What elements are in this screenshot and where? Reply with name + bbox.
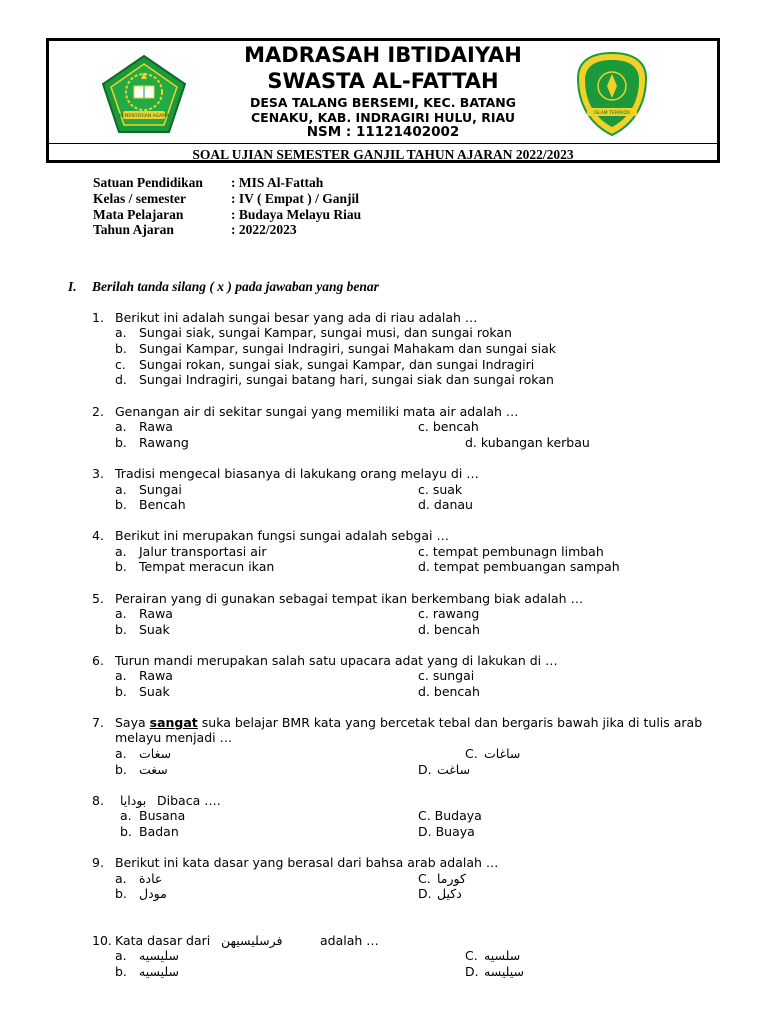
nsm-number: NSM : 11121402002 — [306, 124, 460, 140]
q3-option-d: d. danau — [418, 497, 473, 512]
info-key: Kelas / semester — [93, 191, 186, 206]
info-value: : Budaya Melayu Riau — [231, 207, 362, 222]
q9-option-a: عادة — [139, 871, 163, 886]
q8-number: 8. — [92, 793, 104, 808]
q7-option-a: سغات — [139, 746, 172, 761]
q7-highlight-word: sangat — [149, 715, 198, 730]
q7-option-b: سغت — [139, 762, 168, 777]
q9-option-d: دكيل — [437, 886, 462, 901]
q6-option-c: c. sungai — [418, 668, 475, 683]
q8-option-c: C. Budaya — [418, 808, 482, 823]
q10-b-label: b. — [115, 964, 127, 979]
q1-c-label: c. — [115, 357, 126, 372]
q10-c-label: C. — [465, 948, 478, 963]
q6-text: Turun mandi merupakan salah satu upacara adat yang di lakukan di … — [115, 653, 558, 668]
info-value: : IV ( Empat ) / Ganjil — [231, 191, 360, 206]
q8-arabic-word: بودايا — [120, 793, 147, 808]
section-heading — [68, 279, 379, 295]
q2-number: 2. — [92, 404, 104, 419]
q10-text-post: adalah … — [320, 933, 379, 948]
q1-option-a: Sungai siak, sungai Kampar, sungai musi, dan sungai rokan — [139, 325, 512, 340]
q10-option-d: سيليسه — [484, 964, 525, 979]
q8-option-b: Badan — [139, 824, 179, 839]
q4-a-label: a. — [115, 544, 127, 559]
q4-option-c: c. tempat pembunagn limbah — [418, 544, 604, 559]
header-divider — [49, 143, 717, 144]
q5-option-d: d. bencah — [418, 622, 480, 637]
q7-text-pre: Saya — [115, 715, 150, 730]
q9-text: Berikut ini kata dasar yang berasal dari bahsa arab adalah … — [115, 855, 499, 870]
q3-number: 3. — [92, 466, 104, 481]
q10-text-pre: Kata dasar dari — [115, 933, 211, 948]
q9-d-label: D. — [418, 886, 432, 901]
q7-a-label: a. — [115, 746, 127, 761]
q10-d-label: D. — [465, 964, 479, 979]
q4-option-d: d. tempat pembuangan sampah — [418, 559, 620, 574]
q9-c-label: C. — [418, 871, 431, 886]
q5-option-b: Suak — [139, 622, 170, 637]
section-number: I. — [68, 279, 77, 294]
q4-text: Berikut ini merupakan fungsi sungai adalah sebgai … — [115, 528, 449, 543]
q3-a-label: a. — [115, 482, 127, 497]
q10-option-a: سليسيه — [139, 948, 180, 963]
q9-option-b: مودل — [139, 886, 167, 901]
q5-option-c: c. rawang — [418, 606, 480, 621]
q9-number: 9. — [92, 855, 104, 870]
info-row-unit — [93, 175, 323, 191]
q9-option-c: كورما — [437, 871, 466, 886]
q4-option-a: Jalur transportasi air — [139, 544, 267, 559]
q10-number: 10. — [92, 933, 112, 948]
info-row-class — [93, 191, 359, 207]
q4-b-label: b. — [115, 559, 127, 574]
info-key: Tahun Ajaran — [93, 222, 174, 237]
info-row-year — [93, 222, 297, 238]
q10-option-c: سلسيه — [484, 948, 521, 963]
q3-b-label: b. — [115, 497, 127, 512]
q4-number: 4. — [92, 528, 104, 543]
q7-text-post: suka belajar BMR kata yang bercetak tebal dan bergaris bawah jika di tulis arab — [197, 715, 703, 730]
q8-option-a: Busana — [139, 808, 186, 823]
q5-text: Perairan yang di gunakan sebagai tempat ikan berkembang biak adalah … — [115, 591, 584, 606]
address-line1: DESA TALANG BERSEMI, KEC. BATANG — [250, 95, 516, 110]
q1-d-label: d. — [115, 372, 127, 387]
q10-option-b: سليسيه — [139, 964, 180, 979]
info-row-subject — [93, 207, 361, 223]
school-name-line1: MADRASAH IBTIDAIYAH — [244, 43, 522, 67]
q7-option-d: ساغت — [437, 762, 471, 777]
q6-number: 6. — [92, 653, 104, 668]
q10-a-label: a. — [115, 948, 127, 963]
q8-text: Dibaca …. — [157, 793, 221, 808]
q7-b-label: b. — [115, 762, 127, 777]
q3-option-b: Bencah — [139, 497, 186, 512]
q3-text: Tradisi mengecal biasanya di lakukang orang melayu di … — [115, 466, 479, 481]
info-key: Satuan Pendidikan — [93, 175, 203, 190]
q9-a-label: a. — [115, 871, 127, 886]
q1-b-label: b. — [115, 341, 127, 356]
q9-b-label: b. — [115, 886, 127, 901]
q1-a-label: a. — [115, 325, 127, 340]
ministry-logo-text: KEMENTERIAN AGAMA — [118, 114, 170, 119]
q7-text-line2: melayu menjadi … — [115, 730, 233, 745]
q7-text — [115, 715, 702, 730]
q6-option-b: Suak — [139, 684, 170, 699]
q7-c-label: C. — [465, 746, 478, 761]
q6-b-label: b. — [115, 684, 127, 699]
q10-arabic-word: فرسليسيهن — [221, 933, 283, 948]
q2-option-a: Rawa — [139, 419, 173, 434]
q1-number: 1. — [92, 310, 104, 325]
q6-option-a: Rawa — [139, 668, 173, 683]
q2-option-d: d. kubangan kerbau — [465, 435, 590, 450]
q2-option-b: Rawang — [139, 435, 189, 450]
q1-text: Berikut ini adalah sungai besar yang ada di riau adalah … — [115, 310, 478, 325]
q2-option-c: c. bencah — [418, 419, 479, 434]
q7-option-c: ساغات — [484, 746, 521, 761]
section-title: Berilah tanda silang ( x ) pada jawaban yang benar — [92, 279, 379, 294]
q5-option-a: Rawa — [139, 606, 173, 621]
q3-option-c: c. suak — [418, 482, 463, 497]
q1-option-b: Sungai Kampar, sungai Indragiri, sungai Mahakam dan sungai siak — [139, 341, 557, 356]
q5-number: 5. — [92, 591, 104, 606]
school-name-line2: SWASTA AL-FATTAH — [267, 69, 499, 93]
q7-number: 7. — [92, 715, 104, 730]
q2-text: Genangan air di sekitar sungai yang memiliki mata air adalah … — [115, 404, 519, 419]
info-key: Mata Pelajaran — [93, 207, 184, 222]
q8-b-label: b. — [120, 824, 132, 839]
q6-option-d: d. bencah — [418, 684, 480, 699]
q3-option-a: Sungai — [139, 482, 182, 497]
school-header — [46, 38, 720, 163]
q2-b-label: b. — [115, 435, 127, 450]
address-line2: CENAKU, KAB. INDRAGIRI HULU, RIAU — [251, 110, 515, 125]
q6-a-label: a. — [115, 668, 127, 683]
q8-option-d: D. Buaya — [418, 824, 475, 839]
info-value: : MIS Al-Fattah — [231, 175, 324, 190]
info-value: : 2022/2023 — [231, 222, 297, 237]
q2-a-label: a. — [115, 419, 127, 434]
q8-a-label: a. — [120, 808, 132, 823]
q5-a-label: a. — [115, 606, 127, 621]
q1-option-d: Sungai Indragiri, sungai batang hari, sungai siak dan sungai rokan — [139, 372, 554, 387]
q5-b-label: b. — [115, 622, 127, 637]
q7-d-label: D. — [418, 762, 432, 777]
q4-option-b: Tempat meracun ikan — [139, 559, 275, 574]
exam-title: SOAL UJIAN SEMESTER GANJIL TAHUN AJARAN 2022/2023 — [192, 147, 574, 162]
school-logo-text: ISLAM TERPADU — [593, 111, 631, 116]
q1-option-c: Sungai rokan, sungai siak, sungai Kampar, dan sungai Indragiri — [139, 357, 535, 372]
